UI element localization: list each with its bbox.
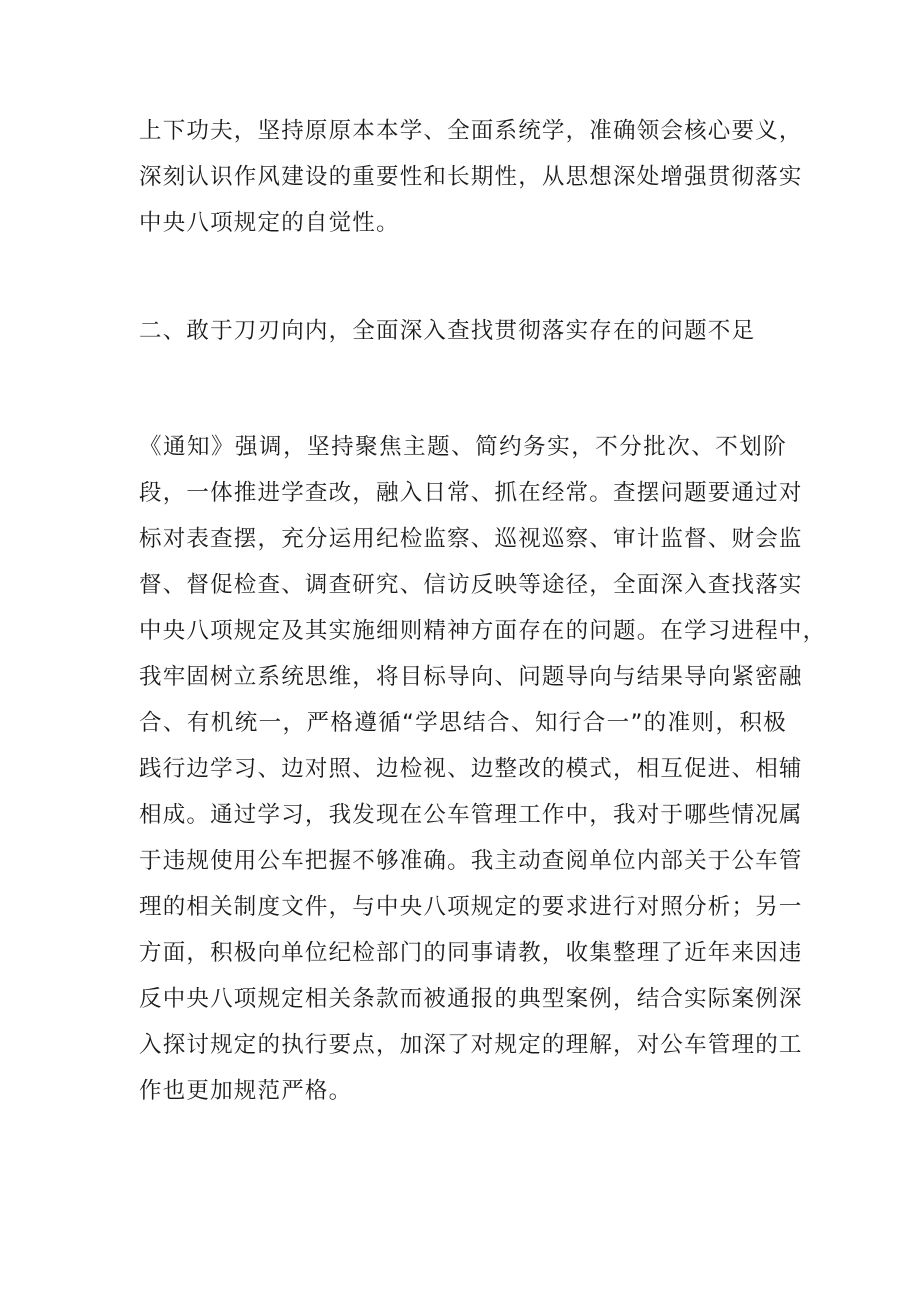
text-line: 入探讨规定的执行要点，加深了对规定的理解，对公车管理的工 bbox=[139, 1032, 803, 1058]
paragraph-body bbox=[139, 424, 827, 1114]
text-line: 段，一体推进学查改，融入日常、抓在经常。查摆问题要通过对 bbox=[139, 480, 803, 506]
text-line: 相成。通过学习，我发现在公车管理工作中，我对于哪些情况属 bbox=[139, 802, 803, 828]
text-line: 作也更加规范严格。 bbox=[139, 1078, 353, 1104]
text-line: 《通知》强调，坚持聚焦主题、简约务实，不分批次、不划阶 bbox=[139, 434, 787, 460]
text-line: 标对表查摆，充分运用纪检监察、巡视巡察、审计监督、财会监 bbox=[139, 526, 803, 552]
text-line: 理的相关制度文件，与中央八项规定的要求进行对照分析；另一 bbox=[139, 894, 803, 920]
text-line: 中央八项规定的自觉性。 bbox=[139, 210, 400, 236]
section-heading: 二、敢于刀刃向内，全面深入查找贯彻落实存在的问题不足 bbox=[139, 318, 756, 344]
document-body bbox=[139, 108, 827, 1114]
text-line: 反中央八项规定相关条款而被通报的典型案例，结合实际案例深 bbox=[139, 986, 803, 1012]
text-line: 督、督促检查、调查研究、信访反映等途径，全面深入查找落实 bbox=[139, 572, 803, 598]
text-line: 上下功夫，坚持原原本本学、全面系统学，准确领会核心要义， bbox=[139, 118, 803, 144]
text-line: 方面，积极向单位纪检部门的同事请教，收集整理了近年来因违 bbox=[139, 940, 803, 966]
text-line: 中央八项规定及其实施细则精神方面存在的问题。在学习进程中， bbox=[139, 618, 827, 644]
text-line: 深刻认识作风建设的重要性和长期性，从思想深处增强贯彻落实 bbox=[139, 164, 803, 190]
paragraph-continuation bbox=[139, 108, 803, 246]
text-line: 合、有机统一，严格遵循“学思结合、知行合一”的准则，积极 bbox=[139, 710, 787, 736]
text-line: 于违规使用公车把握不够准确。我主动查阅单位内部关于公车管 bbox=[139, 848, 803, 874]
text-line: 践行边学习、边对照、边检视、边整改的模式，相互促进、相辅 bbox=[139, 756, 803, 782]
text-line: 我牢固树立系统思维，将目标导向、问题导向与结果导向紧密融 bbox=[139, 664, 803, 690]
